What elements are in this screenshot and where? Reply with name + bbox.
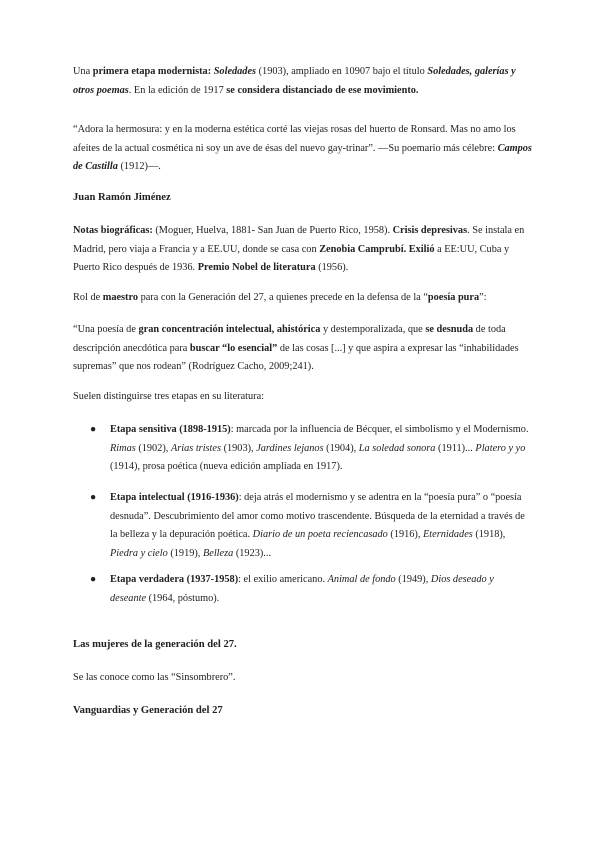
text: a EE:UU, Cuba y Puerto Rico después de 1936. xyxy=(73,243,510,273)
book-title: Platero y yo xyxy=(475,442,526,454)
book-title: Belleza xyxy=(202,547,234,559)
text: (1949), xyxy=(395,574,431,585)
text: . Se instala en Madrid, pero viaja a Francia y a EE.UU, donde se casa con xyxy=(73,225,525,255)
text: : marcada por la influencia de Bécquer, el simbolismo y el Modernismo. xyxy=(230,424,529,435)
bold-text: se desnuda xyxy=(425,324,474,335)
bold-text: Notas biográficas: xyxy=(73,225,153,236)
text: Rol de xyxy=(73,292,103,303)
list-item-etapa-intelectual xyxy=(90,489,530,563)
book-title: Piedra y cielo xyxy=(110,547,168,559)
text: (1918), xyxy=(472,529,506,540)
stage-title: Etapa sensitiva (1898-1915) xyxy=(110,424,231,435)
book-title: Soledades xyxy=(213,66,257,77)
text: (1964, póstumo). xyxy=(146,592,220,604)
book-title: Eternidades xyxy=(423,529,473,540)
text: de las cosas [...] y que aspira a expresar las “inhabilidades supremas” que nos rodean” (Rodríguez Cacho, 2009;241). xyxy=(73,342,519,372)
text: : el exilio americano. xyxy=(238,574,328,585)
book-title: Dios deseado y deseante xyxy=(110,574,494,604)
bullet-icon: ● xyxy=(90,574,97,585)
text: . En la edición de 1917 xyxy=(128,84,227,96)
bold-text: Zenobia Camprubí. xyxy=(319,243,407,255)
bullet-icon: ● xyxy=(90,424,97,435)
quote-text: “Adora la hermosura: y en la moderna estética corté las viejas rosas del huerto de Ronsard. Mas no amo los afeites de la actual cosmética ni soy un ave de ésas del nuevo gay-trinar”. —Su poemario más célebre: xyxy=(73,124,516,154)
paragraph-quote-poesia xyxy=(73,321,533,377)
book-title: Animal de fondo xyxy=(327,574,396,585)
text: de toda descripción anecdótica para xyxy=(73,324,506,354)
text: (1903), xyxy=(221,442,257,454)
book-title: Rimas xyxy=(110,442,136,454)
book-title: Soledades, galerías y otros poemas xyxy=(73,66,516,96)
bold-text: Exilió xyxy=(408,243,435,255)
text: (1919), xyxy=(167,547,203,559)
bold-text: gran concentración intelectual, ahistórica xyxy=(138,324,321,335)
text: Una xyxy=(73,66,93,77)
bold-text: maestro xyxy=(102,292,139,303)
text: : deja atrás el modernismo y se adentra en la “poesía pura” o “poesía desnuda”. Descubrimiento del amor como motivo trascendente. Búsqueda de la eternidad a través de la belleza y la depuración poética. xyxy=(110,492,525,540)
text: (Moguer, Huelva, 1881- San Juan de Puerto Rico, 1958). xyxy=(152,225,393,236)
book-title: Jardines lejanos xyxy=(256,442,324,454)
heading-vanguardias: Vanguardias y Generación del 27 xyxy=(73,705,223,716)
paragraph-tres-etapas: Suelen distinguirse tres etapas en su literatura: xyxy=(73,391,265,402)
bold-text: se considera distanciado de ese movimiento. xyxy=(226,84,419,96)
text: (1902), xyxy=(135,442,171,454)
bold-text: buscar “lo esencial” xyxy=(189,342,278,354)
list-item-etapa-sensitiva xyxy=(90,421,530,477)
heading-juan-ramon-jimenez: Juan Ramón Jiménez xyxy=(73,192,171,203)
paragraph-primera-etapa xyxy=(73,63,533,100)
list-item-etapa-verdadera xyxy=(90,571,530,608)
book-title: Campos de Castilla xyxy=(73,142,532,172)
paragraph-notas-biograficas xyxy=(73,222,533,278)
text: (1914), prosa poética (nueva edición ampliada en 1917). xyxy=(110,461,343,472)
bold-text: Premio Nobel de literatura xyxy=(197,262,316,273)
book-title: Arias tristes xyxy=(170,442,221,454)
text: (1904), xyxy=(323,442,359,454)
bold-text: Crisis depresivas xyxy=(392,225,468,236)
text: (1916), xyxy=(387,529,424,540)
bold-text: poesía pura xyxy=(427,292,480,303)
bullet-icon: ● xyxy=(90,492,97,503)
stage-title: Etapa intelectual (1916-1936) xyxy=(110,492,239,503)
stage-title: Etapa verdadera (1937-1958) xyxy=(110,574,239,585)
text: (1912)—. xyxy=(117,161,161,172)
paragraph-sinsombrero: Se las conoce como las “Sinsombrero”. xyxy=(73,672,236,683)
bold-text: primera etapa modernista: xyxy=(92,66,212,77)
text: ”: xyxy=(479,292,487,303)
text: y destemporalizada, que xyxy=(320,324,426,335)
text: (1923)... xyxy=(233,547,272,559)
paragraph-quote-rosas xyxy=(73,121,533,177)
text: “Una poesía de xyxy=(73,324,139,335)
text: (1903), ampliado en 10907 bajo el título xyxy=(256,66,428,77)
heading-mujeres-generacion: Las mujeres de la generación del 27. xyxy=(73,639,237,650)
text: para con la Generación del 27, a quienes precede en la defensa de la “ xyxy=(138,292,428,303)
book-title: Diario de un poeta reciencasado xyxy=(252,529,388,540)
paragraph-rol-maestro xyxy=(73,289,533,308)
book-title: La soledad sonora xyxy=(358,442,436,454)
text: (1911)... xyxy=(435,442,476,454)
text: (1956). xyxy=(315,262,349,273)
